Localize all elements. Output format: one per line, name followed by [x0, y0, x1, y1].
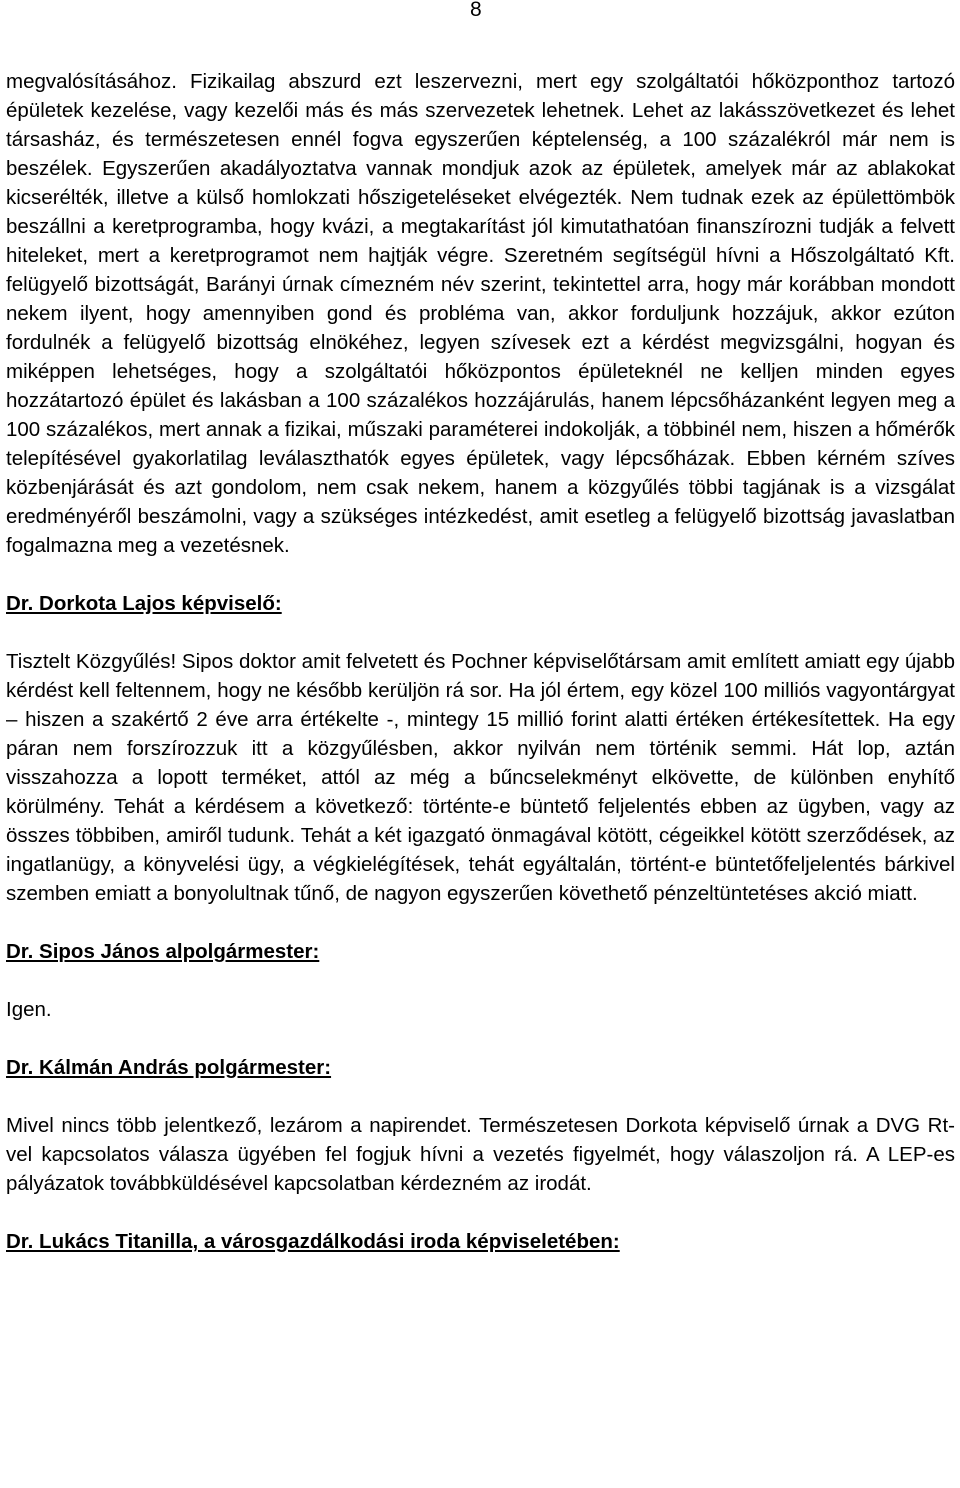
speaker-heading-sipos: Dr. Sipos János alpolgármester: — [6, 940, 320, 963]
paragraph-continuation: megvalósításához. Fizikailag abszurd ezt leszervezni, mert egy szolgáltatói hőközponthoz tartozó épületek kezelése, vagy kezelői más és más szervezetek lehetnek. Lehet az lakásszövetkezet és lehet társasház, és természetesen ennél fogva egyszerűen képtelenség, a 100 százalékról már nem is beszélek. Egyszerűen akadályoztatva vannak mondjuk azok az épületek, amelyek már az ablakokat kicserélték, illetve a külső homlokzati hőszigeteléseket elvégezték. Nem tudnak ezek az épülettömbök beszállni a keretprogramba, hogy kvázi, a megtakarítást jól kimutathatóan finanszírozni tudják a felvett hiteleket, mert a keretprogramot nem hajtják végre. Szeretném segítségül hívni a Hőszolgáltató Kft. felügyelő bizottságát, Barányi úrnak címezném név szerint, tekintettel arra, hogy már korábban mondott nekem ilyent, hogy amennyiben gond és probléma van, akkor forduljunk hozzájuk, akkor ezúton fordulnék a felügyelő bizottság elnökéhez, legyen szívesek ezt a kérdést megvizsgálni, hogyan és miképpen lehetséges, hogy a szolgáltatói hőközpontos épületeknél ne kelljen minden egyes hozzátartozó épület és lakásban a 100 százalékos hozzájárulás, hanem lépcsőházanként legyen meg a 100 százalékos, mert annak a fizikai, műszaki paraméterei indokolják, a többinél nem, hiszen a hőmérők telepítésével gyakorlatilag leválaszthatók egyes épületek, vagy lépcsőházak. Ebben kérném szíves közbenjárását és azt gondolom, nem csak nekem, hanem a közgyűlés többi tagjának is a vizsgálat eredményéről beszámolni, vagy a szükséges intézkedést, amit esetleg a felügyelő bizottság javaslatban fogalmazna meg a vezetésnek. — [6, 70, 955, 557]
speaker-heading-lukacs: Dr. Lukács Titanilla, a városgazdálkodási iroda képviseletében: — [6, 1230, 620, 1253]
paragraph-kalman: Mivel nincs több jelentkező, lezárom a napirendet. Természetesen Dorkota képviselő úrnak a DVG Rt-vel kapcsolatos válasza ügyében fel fogjuk hívni a vezetés figyelmét, hogy válaszoljon rá. A LEP-es pályázatok továbbküldésével kapcsolatban kérdezném az irodát. — [6, 1114, 955, 1195]
page-number: 8 — [470, 0, 482, 21]
speaker-heading-dorkota: Dr. Dorkota Lajos képviselő: — [6, 592, 282, 615]
document-body — [6, 67, 955, 1256]
speaker-heading-kalman: Dr. Kálmán András polgármester: — [6, 1056, 332, 1079]
paragraph-sipos: Igen. — [6, 998, 52, 1021]
paragraph-dorkota: Tisztelt Közgyűlés! Sipos doktor amit felvetett és Pochner képviselőtársam amit említett amiatt egy újabb kérdést kell feltennem, hogy ne később kerüljön rá sor. Ha jól értem, egy közel 100 milliós vagyontárgyat – hiszen a szakértő 2 éve arra értékelte -, mintegy 15 millió forint alatti értéken értékesítettek. Ha egy páran nem forszírozzuk itt a közgyűlésben, akkor nyilván nem történik semmi. Hát lop, aztán visszahozza a lopott terméket, attól az még a bűncselekményt elkövette, de különben enyhítő körülmény. Tehát a kérdésem a következő: történte-e büntető feljelentés ebben az ügyben, vagy az összes többiben, amiről tudunk. Tehát a két igazgató önmagával kötött, cégeikkel kötött szerződések, az ingatlanügy, a könyvelési ügy, a végkielégítések, tehát egyáltalán, történt-e büntetőfeljelentés bárkivel szemben emiatt a bonyolultnak tűnő, de nagyon egyszerűen követhető pénzeltüntetéses akció miatt. — [6, 650, 955, 905]
